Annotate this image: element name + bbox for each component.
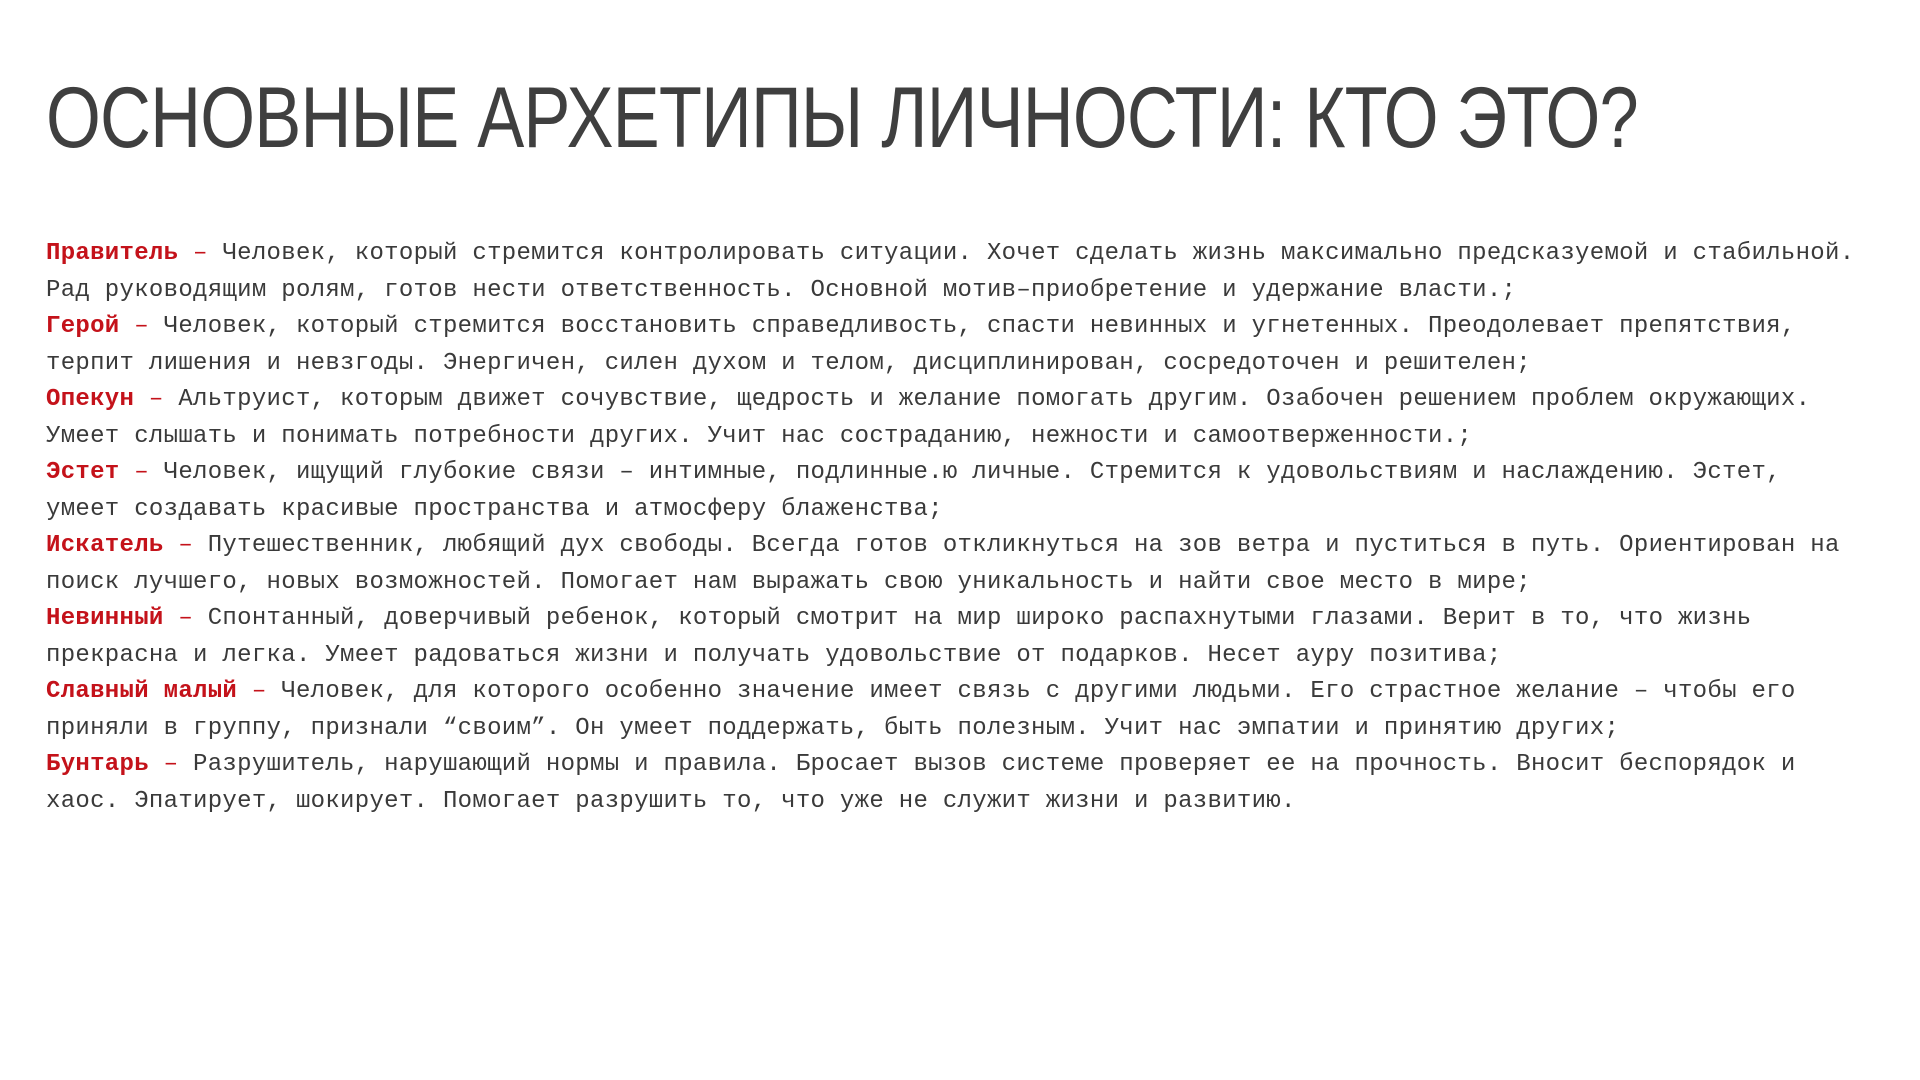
archetype-entry-caregiver — [46, 382, 1866, 455]
archetype-description: Альтруист, которым движет сочувствие, щедрость и желание помогать другим. Озабочен решением проблем окружающих. Умеет слышать и понимать потребности других. Учит нас состраданию, нежности и самоотверженности.; — [46, 386, 1811, 450]
archetype-description: Человек, ищущий глубокие связи – интимные, подлинные.ю личные. Стремится к удовольствиям и наслаждению. Эстет, умеет создавать красивые пространства и атмосферу блаженства; — [46, 459, 1781, 523]
archetype-entry-seeker — [46, 528, 1866, 601]
archetype-term: Правитель — [46, 240, 179, 267]
archetype-term: Бунтарь — [46, 751, 149, 778]
archetype-description: Путешественник, любящий дух свободы. Всегда готов откликнуться на зов ветра и пуститься в путь. Ориентирован на поиск лучшего, новых возможностей. Помогает нам выражать свою уникальность и найти свое место в мире; — [46, 532, 1840, 596]
archetype-term: Невинный — [46, 605, 164, 632]
archetype-term: Искатель — [46, 532, 164, 559]
archetype-description: Спонтанный, доверчивый ребенок, который смотрит на мир широко распахнутыми глазами. Верит в то, что жизнь прекрасна и легка. Умеет радоваться жизни и получать удовольствие от подарков. Несет ауру позитива; — [46, 605, 1752, 669]
term-dash: – — [178, 532, 194, 559]
archetype-entry-regular-guy — [46, 674, 1866, 747]
archetype-entry-hero — [46, 309, 1866, 382]
term-dash: – — [134, 313, 149, 340]
archetype-term: Славный малый — [46, 678, 238, 705]
archetype-term: Герой — [46, 313, 120, 340]
term-dash: – — [178, 605, 194, 632]
term-dash: – — [148, 386, 164, 413]
archetype-entry-ruler — [46, 236, 1866, 309]
term-dash: – — [134, 459, 149, 486]
archetype-description: Человек, который стремится контролировать ситуации. Хочет сделать жизнь максимально предсказуемой и стабильной. Рад руководящим ролям, готов нести ответственность. Основной мотив–приобретение и удержание власти.; — [46, 240, 1855, 304]
archetype-description: Человек, который стремится восстановить справедливость, спасти невинных и угнетенных. Преодолевает препятствия, терпит лишения и невзгоды. Энергичен, силен духом и телом, дисциплинирован, сосредоточен и решителен; — [46, 313, 1796, 377]
slide-title: ОСНОВНЫЕ АРХЕТИПЫ ЛИЧНОСТИ: КТО ЭТО? — [46, 70, 1638, 166]
archetype-description: Человек, для которого особенно значение имеет связь с другими людьми. Его страстное желание – чтобы его приняли в группу, признали “своим”. Он умеет поддержать, быть полезным. Учит нас эмпатии и принятию других; — [46, 678, 1796, 742]
archetype-entry-rebel — [46, 747, 1866, 820]
archetype-term: Опекун — [46, 386, 135, 413]
term-dash: – — [251, 678, 267, 705]
term-dash: – — [193, 240, 208, 267]
archetype-list — [46, 236, 1866, 820]
archetype-term: Эстет — [46, 459, 120, 486]
archetype-entry-innocent — [46, 601, 1866, 674]
archetype-entry-aesthete — [46, 455, 1866, 528]
archetype-description: Разрушитель, нарушающий нормы и правила. Бросает вызов системе проверяет ее на прочность. Вносит беспорядок и хаос. Эпатирует, шокирует. Помогает разрушить то, что уже не служит жизни и развитию. — [46, 751, 1796, 815]
term-dash: – — [163, 751, 179, 778]
